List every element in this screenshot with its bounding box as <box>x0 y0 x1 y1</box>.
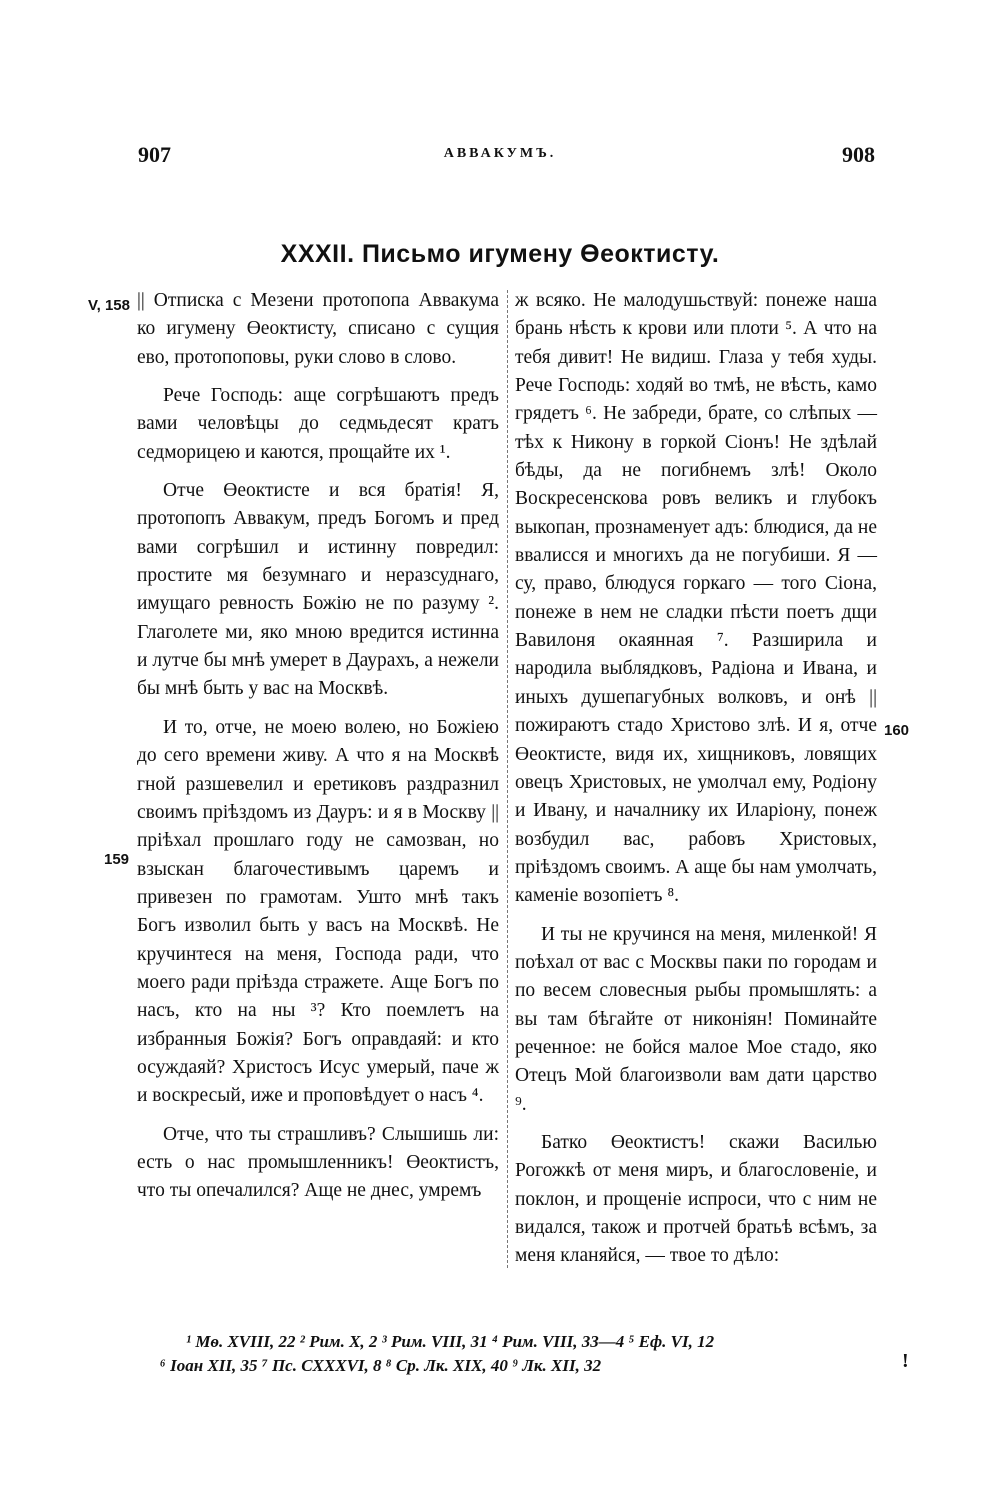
paragraph: || Отписка с Мезени протопопа Аввакума ко игумену Өеоктисту, списано с сущия ево, протопоповы, руки слово в слово. <box>137 290 499 368</box>
margin-ref-160: 160 <box>884 722 910 739</box>
section-title: XXXII. Письмо игумену Өеоктисту. <box>280 240 720 268</box>
left-column <box>137 287 499 1206</box>
paragraph: Отче Өеоктисте и вся братія! Я, протопопъ Аввакум, предъ Богомъ и пред вами согрѣшил и истинну повредил: простите мя безумнаго и неразсуднаго, имущаго ревность Божію не по разуму ². Глаголете ми, яко мною вредится истинна и лутче бы мнѣ умерет в Даурахъ, а нежели бы мнѣ быть у вас на Москвѣ. <box>137 480 499 700</box>
left-page-number: 907 <box>138 142 171 167</box>
margin-ref-159: 159 <box>104 851 130 868</box>
margin-ref-v158: V, 158 <box>88 297 130 314</box>
column-divider <box>507 290 508 1268</box>
running-title: АВВАКУМЪ. <box>443 146 557 161</box>
paragraph: И ты не кручинся на меня, миленкой! Я поѣхал от вас с Москвы паки по городам и по весем словесныя рыбы промышлять: а вы там бѣгайте от никоніян! Поминайте реченное: не бойся малое Мое стадо, яко Отецъ Мой благоизволи вам дати царство ⁹. <box>515 923 877 1115</box>
paragraph: ж всяко. Не малодушьствуй: понеже наша брань нѣсть к крови или плоти ⁵. А что на тебя дивит! Не видиш. Глаза у тебя худы. Рече Господь: ходяй во тмѣ, не вѣсть, камо грядетъ ⁶. Не забреди, брате, со слѣпых — тѣх к Никону в горкой Сіонъ! Не здѣлай бѣды, да не погибнемъ злѣ! Около Воскресенскова ровъ великъ и глубокъ выкопан, прознаменует адъ: блюдися, да не ввалисся и многихъ да не погубиши. Я — су, право, блюдуся горкаго — того Сіона, понеже в нем не сладки пѣсти поетъ дщи Вавилоня окаянная ⁷. Разширила и народила выблядковъ, Радіона и Ивана, и иныхъ душепагубных волковъ, и онѣ || пожираютъ стадо Христово злѣ. И я, отче Өеоктисте, видя их, хищниковъ, ловящих овецъ Христовых, не умолчал ему, Родіону и Ивану, и началнику их Иларіону, понеж возбудил вас, рабовъ Христовых, пріѣздомъ своимъ. А аще бы нам умолчать, каменіе возопіетъ ⁸. <box>515 290 877 907</box>
paragraph: Рече Господь: аще согрѣшаютъ предъ вами человѣцы до седмьдесят кратъ седморицею и каются, прощайте их ¹. <box>137 385 499 463</box>
footnotes <box>150 1330 890 1378</box>
paragraph: Батко Өеоктистъ! скажи Василью Рогожкѣ от меня миръ, и благословеніе, и поклон, и прощеніе испроси, что с ним не видался, також и протчей братьѣ всѣмъ, за меня кланяйся, — твое то дѣло: <box>515 1131 877 1267</box>
footnote-line: ¹ Мѳ. XVIII, 22 ² Рим. X, 2 ³ Рим. VIII, 31 ⁴ Рим. VIII, 33—4 ⁵ Еф. VI, 12 <box>186 1332 715 1351</box>
printer-mark: ! <box>902 1350 909 1372</box>
paragraph: Отче, что ты страшливъ? Слышишь ли: есть о нас промышленникъ! Өеоктистъ, что ты опечалился? Аще не днес, умремъ <box>137 1123 499 1202</box>
right-column <box>515 287 877 1271</box>
paragraph: И то, отче, не моею волею, но Божіею до сего времени живу. А что я на Москвѣ гной разшевелил и еретиковъ раздразнил своимъ пріѣздомъ из Дауръ: и я в Москву || пріѣхал прошлаго году не самозван, но взыскан благочестивымъ царемъ и привезен по грамотам. Ушто мнѣ такъ Богъ изволил быть у васъ на Москвѣ. Не кручинтеся на меня, Господа ради, что моего ради пріѣзда стражете. Аще Богъ по насъ, кто на ны ³? Кто поемлетъ на избранныя Божія? Богъ оправдаяй: и кто осуждаяй? Христосъ Исус умерый, паче ж и воскресый, иже и проповѣдует о насъ ⁴. <box>137 716 499 1107</box>
right-page-number: 908 <box>842 142 875 167</box>
footnote-line: ⁶ Іоан XII, 35 ⁷ Пс. CXXXVI, 8 ⁸ Ср. Лк. XIX, 40 ⁹ Лк. XII, 32 <box>160 1356 602 1375</box>
